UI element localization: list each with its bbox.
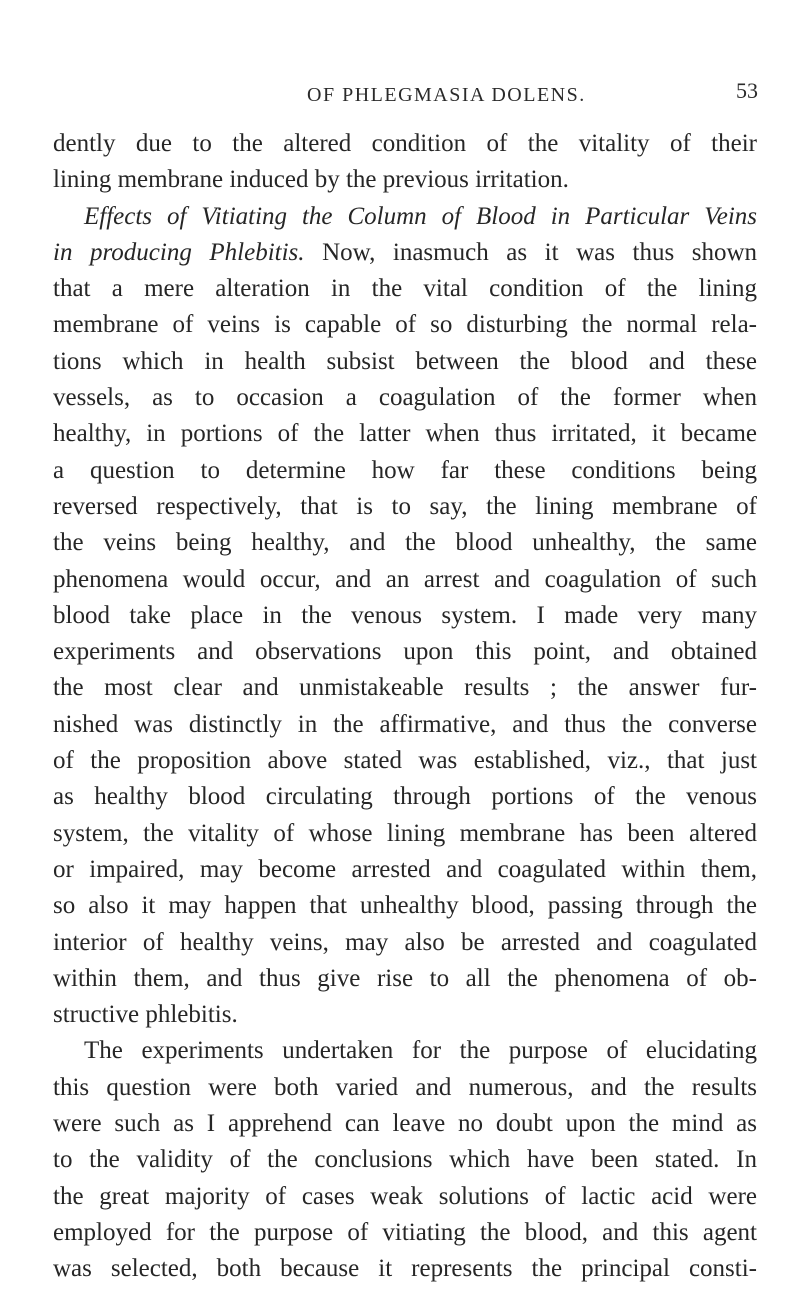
- text-line: this question were both varied and numerous, and the results: [53, 1073, 757, 1101]
- text-line: vessels, as to occasion a coagulation of the former when: [53, 384, 757, 412]
- text-line: were such as I apprehend can leave no doubt upon the mind as: [53, 1110, 757, 1138]
- text-line: was selected, both because it represents the principal consti-: [53, 1255, 757, 1283]
- text-span: Now, inasmuch as it was thus shown: [322, 238, 758, 266]
- text-line: as healthy blood circulating through portions of the venous: [53, 783, 757, 811]
- text-line: system, the vitality of whose lining membrane has been altered: [53, 819, 757, 847]
- body-text: [53, 126, 757, 1288]
- text-line: the great majority of cases weak solutions of lactic acid were: [53, 1182, 757, 1210]
- text-line: within them, and thus give rise to all the phenomena of ob-: [53, 964, 757, 992]
- text-line: the most clear and unmistakeable results ; the answer fur-: [53, 674, 757, 702]
- running-head: [0, 78, 800, 118]
- text-line: [53, 235, 757, 271]
- page-number: 53: [736, 78, 758, 103]
- text-line: nished was distinctly in the affirmative, and thus the converse: [53, 710, 757, 738]
- text-line: of the proposition above stated was established, viz., that just: [53, 747, 757, 775]
- text-line: The experiments undertaken for the purpose of elucidating: [84, 1037, 757, 1065]
- text-line: structive phlebitis.: [53, 1001, 238, 1029]
- text-line: employed for the purpose of vitiating the blood, and this agent: [53, 1218, 757, 1246]
- text-line: blood take place in the venous system. I made very many: [53, 601, 757, 629]
- text-line: dently due to the altered condition of the vitality of their: [53, 130, 757, 157]
- text-line: the veins being healthy, and the blood unhealthy, the same: [53, 529, 757, 557]
- running-title: OF PHLEGMASIA DOLENS.: [307, 84, 586, 106]
- section-heading-end: in producing Phlebitis.: [53, 238, 305, 266]
- text-line: interior of healthy veins, may also be arrested and coagulated: [53, 928, 757, 956]
- text-line: lining membrane induced by the previous irritation.: [53, 166, 569, 194]
- text-line: membrane of veins is capable of so disturbing the normal rela-: [53, 311, 757, 339]
- section-heading-line: Effects of Vitiating the Column of Blood in Particular Veins: [84, 202, 757, 230]
- text-line: a question to determine how far these conditions being: [53, 456, 757, 484]
- text-line: so also it may happen that unhealthy blood, passing through the: [53, 892, 757, 920]
- text-line: phenomena would occur, and an arrest and coagulation of such: [53, 565, 757, 593]
- text-line: that a mere alteration in the vital condition of the lining: [53, 275, 757, 303]
- text-line: to the validity of the conclusions which have been stated. In: [53, 1146, 757, 1174]
- text-line: tions which in health subsist between the blood and these: [53, 347, 757, 375]
- text-line: experiments and observations upon this point, and obtained: [53, 638, 757, 666]
- text-line: healthy, in portions of the latter when thus irritated, it became: [53, 420, 757, 448]
- text-line: or impaired, may become arrested and coagulated within them,: [53, 855, 757, 883]
- text-line: reversed respectively, that is to say, the lining membrane of: [53, 492, 757, 520]
